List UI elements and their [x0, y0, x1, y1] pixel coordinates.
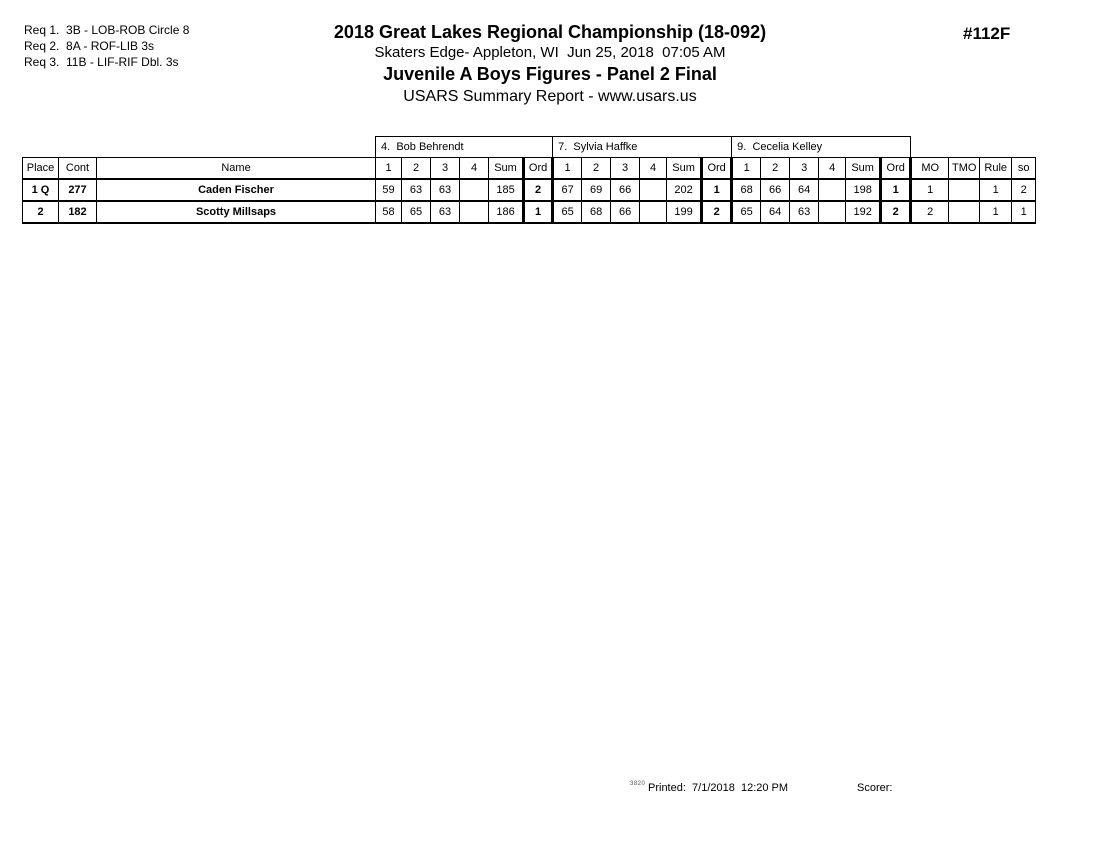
skater-name-cell: Caden Fischer — [97, 179, 376, 201]
col-header-ord: Ord — [702, 158, 732, 180]
sum-cell: 185 — [489, 179, 524, 201]
score-cell: 66 — [611, 179, 640, 201]
rule-cell: 1 — [980, 179, 1012, 201]
col-header-score2: 2 — [582, 158, 611, 180]
score-cell: 59 — [376, 179, 402, 201]
sum-cell: 186 — [489, 201, 524, 223]
table-row — [23, 201, 1036, 223]
score-cell — [460, 201, 489, 223]
judge-header-cecelia-kelley: 9. Cecelia Kelley — [732, 137, 911, 158]
report-type-line: USARS Summary Report - www.usars.us — [403, 88, 697, 105]
score-cell: 68 — [732, 179, 761, 201]
col-header-score3: 3 — [611, 158, 640, 180]
col-header-sum: Sum — [846, 158, 881, 180]
score-cell — [640, 201, 667, 223]
sum-cell: 198 — [846, 179, 881, 201]
total-majority-ordinal-cell — [949, 201, 980, 223]
col-header-score3: 3 — [790, 158, 819, 180]
sum-cell: 202 — [667, 179, 702, 201]
footer-scorer-label: Scorer: — [857, 782, 893, 794]
col-header-score1: 1 — [376, 158, 402, 180]
col-header-ord: Ord — [881, 158, 911, 180]
score-cell: 68 — [582, 201, 611, 223]
event-number: #112F — [963, 24, 1011, 43]
rule-cell: 1 — [980, 201, 1012, 223]
majority-ordinal-cell: 2 — [911, 201, 949, 223]
judge-header-bob-behrendt: 4. Bob Behrendt — [376, 137, 553, 158]
score-cell — [819, 179, 846, 201]
score-cell — [640, 179, 667, 201]
col-header-rule: Rule — [980, 158, 1012, 180]
col-header-score4: 4 — [819, 158, 846, 180]
ordinal-cell: 1 — [702, 179, 732, 201]
col-header-so: so — [1012, 158, 1036, 180]
so-cell: 2 — [1012, 179, 1036, 201]
requirement-line: Req 2. 8A - ROF-LIB 3s — [24, 39, 155, 53]
score-cell: 65 — [553, 201, 582, 223]
score-cell: 66 — [611, 201, 640, 223]
judge-row-spacer — [23, 137, 376, 158]
place-cell: 2 — [23, 201, 59, 223]
ordinal-cell: 2 — [702, 201, 732, 223]
score-cell — [460, 179, 489, 201]
footer-report-code: 3820 — [630, 781, 646, 787]
majority-ordinal-cell: 1 — [911, 179, 949, 201]
col-header-score2: 2 — [402, 158, 431, 180]
score-cell — [819, 201, 846, 223]
place-cell: 1 Q — [23, 179, 59, 201]
skater-name-cell: Scotty Millsaps — [97, 201, 376, 223]
column-header-row — [23, 158, 1036, 180]
score-cell: 63 — [431, 179, 460, 201]
score-cell: 67 — [553, 179, 582, 201]
venue-date-line: Skaters Edge- Appleton, WI Jun 25, 2018 07:05 AM — [374, 44, 726, 61]
col-header-score1: 1 — [732, 158, 761, 180]
col-header-score4: 4 — [460, 158, 489, 180]
judge-header-row — [23, 137, 1036, 158]
championship-title: 2018 Great Lakes Regional Championship (18-092) — [333, 22, 767, 42]
results-table — [22, 136, 1036, 224]
score-cell: 65 — [402, 201, 431, 223]
col-header-name: Name — [97, 158, 376, 180]
score-cell: 64 — [761, 201, 790, 223]
title-block — [0, 22, 1100, 107]
sum-cell: 199 — [667, 201, 702, 223]
col-header-tmo: TMO — [949, 158, 980, 180]
sum-cell: 192 — [846, 201, 881, 223]
ordinal-cell: 2 — [524, 179, 553, 201]
judge-header-sylvia-haffke: 7. Sylvia Haffke — [553, 137, 732, 158]
score-cell: 63 — [431, 201, 460, 223]
score-cell: 58 — [376, 201, 402, 223]
score-cell: 66 — [761, 179, 790, 201]
col-header-score1: 1 — [553, 158, 582, 180]
so-cell: 1 — [1012, 201, 1036, 223]
col-header-score3: 3 — [431, 158, 460, 180]
score-cell: 69 — [582, 179, 611, 201]
score-cell: 63 — [790, 201, 819, 223]
contestant-number-cell: 277 — [59, 179, 97, 201]
score-cell: 64 — [790, 179, 819, 201]
col-header-sum: Sum — [667, 158, 702, 180]
contestant-number-cell: 182 — [59, 201, 97, 223]
score-cell: 65 — [732, 201, 761, 223]
judge-row-spacer — [911, 137, 1036, 158]
total-majority-ordinal-cell — [949, 179, 980, 201]
score-cell: 63 — [402, 179, 431, 201]
ordinal-cell: 2 — [881, 201, 911, 223]
col-header-ord: Ord — [524, 158, 553, 180]
footer-printed-timestamp: Printed: 7/1/2018 12:20 PM — [648, 782, 789, 794]
requirement-line: Req 3. 11B - LIF-RIF Dbl. 3s — [24, 55, 179, 69]
ordinal-cell: 1 — [524, 201, 553, 223]
col-header-place: Place — [23, 158, 59, 180]
requirement-line: Req 1. 3B - LOB-ROB Circle 8 — [24, 23, 190, 37]
ordinal-cell: 1 — [881, 179, 911, 201]
col-header-mo: MO — [911, 158, 949, 180]
col-header-cont: Cont — [59, 158, 97, 180]
col-header-score2: 2 — [761, 158, 790, 180]
col-header-sum: Sum — [489, 158, 524, 180]
event-title: Juvenile A Boys Figures - Panel 2 Final — [383, 64, 717, 84]
table-row — [23, 179, 1036, 201]
col-header-score4: 4 — [640, 158, 667, 180]
